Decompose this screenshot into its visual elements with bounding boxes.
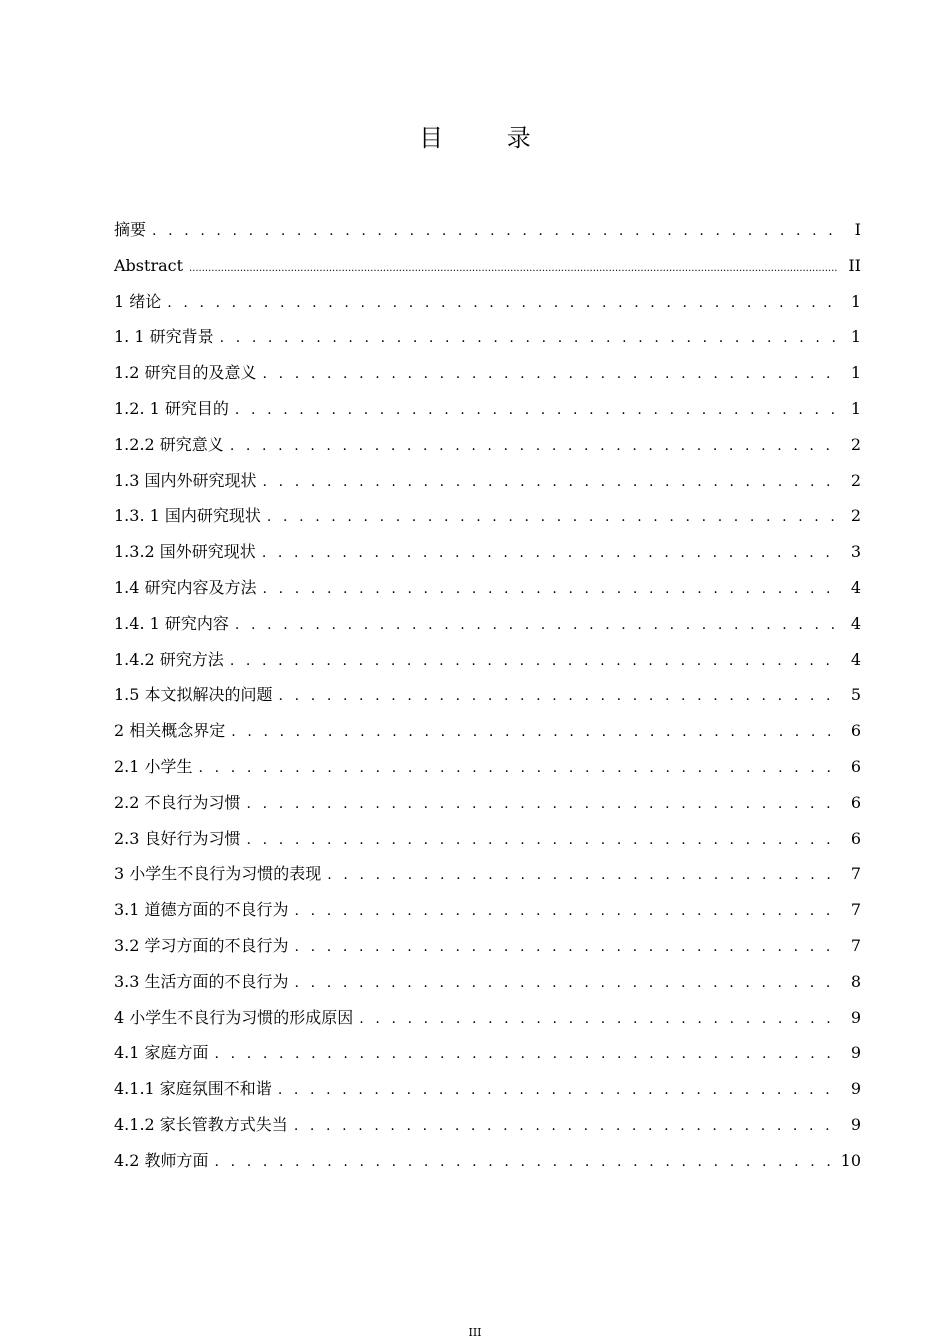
dot-leader [215,1037,837,1073]
toc-entry-page: 2 [850,470,861,490]
toc-entry[interactable] [114,785,861,821]
dot-leader [235,393,837,429]
dot-leader [235,608,837,644]
table-of-contents [114,212,861,1179]
dot-leader [263,357,837,393]
toc-entry-label: 2.3 良好行为习惯 [114,828,241,848]
toc-entry-page: 7 [850,864,861,884]
toc-entry-label: 1.4. 1 研究内容 [114,613,229,633]
toc-entry[interactable] [114,212,861,248]
dot-leader [263,572,837,608]
toc-entry-page: 1 [850,398,861,418]
toc-entry-page: 4 [850,649,861,669]
toc-entry-page: 8 [850,971,861,991]
toc-entry-label: 4.1 家庭方面 [114,1043,209,1063]
toc-entry[interactable] [114,355,861,391]
toc-entry[interactable] [114,1000,861,1036]
toc-entry-page: 4 [850,613,861,633]
toc-entry[interactable] [114,1143,861,1179]
toc-entry[interactable] [114,713,861,749]
toc-entry-label: 1.4 研究内容及方法 [114,577,257,597]
toc-entry-label: 1.3.2 国外研究现状 [114,542,256,562]
dot-leader [231,715,837,751]
dot-leader [215,1145,831,1181]
toc-entry-page: 1 [850,363,861,383]
toc-entry-page: 2 [850,434,861,454]
toc-entry-page: 2 [850,506,861,526]
dot-leader [359,1002,837,1038]
dot-leader [220,321,837,357]
toc-entry-page: 6 [850,756,861,776]
toc-entry-label: 1.3 国内外研究现状 [114,470,257,490]
dot-leader [230,429,837,465]
toc-entry-label: 1.2 研究目的及意义 [114,363,257,383]
toc-entry-page: 10 [840,1150,861,1170]
dot-leader [189,251,837,287]
toc-entry-page: 7 [850,935,861,955]
page-title: 目 录 [419,124,559,152]
toc-entry[interactable] [114,964,861,1000]
toc-entry-label: 3.3 生活方面的不良行为 [114,971,289,991]
toc-entry-label: 摘要 [114,220,147,239]
toc-entry-page: 9 [850,1007,861,1027]
toc-entry-label: 1.2.2 研究意义 [114,434,224,454]
toc-entry-label: 1.2. 1 研究目的 [114,398,229,418]
dot-leader [262,536,837,572]
toc-entry-page: 1 [850,327,861,347]
toc-entry[interactable] [114,534,861,570]
toc-entry[interactable] [114,1035,861,1071]
toc-entry-page: 9 [850,1114,861,1134]
toc-entry[interactable] [114,463,861,499]
toc-entry-label: 1 绪论 [114,291,162,311]
toc-entry-page: I [854,220,861,239]
toc-entry-label: 2.1 小学生 [114,756,193,776]
toc-entry[interactable] [114,427,861,463]
dot-leader [278,1073,837,1109]
toc-entry-page: 6 [850,721,861,741]
toc-entry-label: 1. 1 研究背景 [114,327,214,347]
toc-entry-label: 4.1.1 家庭氛围不和谐 [114,1079,272,1099]
toc-entry-page: 5 [850,685,861,705]
toc-entry[interactable] [114,892,861,928]
toc-entry[interactable] [114,606,861,642]
toc-entry-page: 3 [850,542,861,562]
toc-entry-label: 2.2 不良行为习惯 [114,792,241,812]
toc-entry-label: 3.2 学习方面的不良行为 [114,935,289,955]
toc-entry[interactable] [114,570,861,606]
toc-entry-label: 1.4.2 研究方法 [114,649,224,669]
toc-entry[interactable] [114,391,861,427]
dot-leader [199,751,837,787]
dot-leader [152,214,837,250]
dot-leader [327,858,837,894]
dot-leader [294,1109,837,1145]
toc-entry-page: 6 [850,792,861,812]
toc-entry[interactable] [114,928,861,964]
toc-entry[interactable] [114,498,861,534]
dot-leader [295,894,837,930]
toc-entry[interactable] [114,856,861,892]
dot-leader [267,500,837,536]
toc-entry[interactable] [114,749,861,785]
toc-entry-page: 1 [850,291,861,311]
toc-entry[interactable] [114,319,861,355]
dot-leader [295,966,837,1002]
toc-entry-label: Abstract [114,255,184,275]
toc-entry-label: 4.2 教师方面 [114,1150,209,1170]
toc-entry-page: 4 [850,577,861,597]
toc-entry[interactable] [114,677,861,713]
toc-entry-label: 4 小学生不良行为习惯的形成原因 [114,1007,354,1027]
toc-entry-label: 3.1 道德方面的不良行为 [114,900,289,920]
dot-leader [247,787,837,823]
toc-entry[interactable] [114,642,861,678]
dot-leader [263,465,837,501]
dot-leader [295,930,837,966]
dot-leader [230,644,837,680]
toc-entry[interactable] [114,248,861,284]
toc-entry-label: 3 小学生不良行为习惯的表现 [114,864,322,884]
toc-entry-label: 1.5 本文拟解决的问题 [114,685,273,705]
page-number-footer: III [468,1326,482,1339]
toc-entry-label: 2 相关概念界定 [114,721,226,741]
toc-entry[interactable] [114,1107,861,1143]
dot-leader [247,823,837,859]
toc-entry-page: II [848,255,861,275]
toc-entry[interactable] [114,821,861,857]
toc-entry-label: 4.1.2 家长管教方式失当 [114,1114,288,1134]
toc-entry-page: 6 [850,828,861,848]
dot-leader [279,679,837,715]
toc-entry-page: 7 [850,900,861,920]
dot-leader [167,286,837,322]
toc-entry-page: 9 [850,1043,861,1063]
toc-entry[interactable] [114,284,861,320]
toc-entry[interactable] [114,1071,861,1107]
toc-entry-label: 1.3. 1 国内研究现状 [114,506,261,526]
toc-entry-page: 9 [850,1079,861,1099]
